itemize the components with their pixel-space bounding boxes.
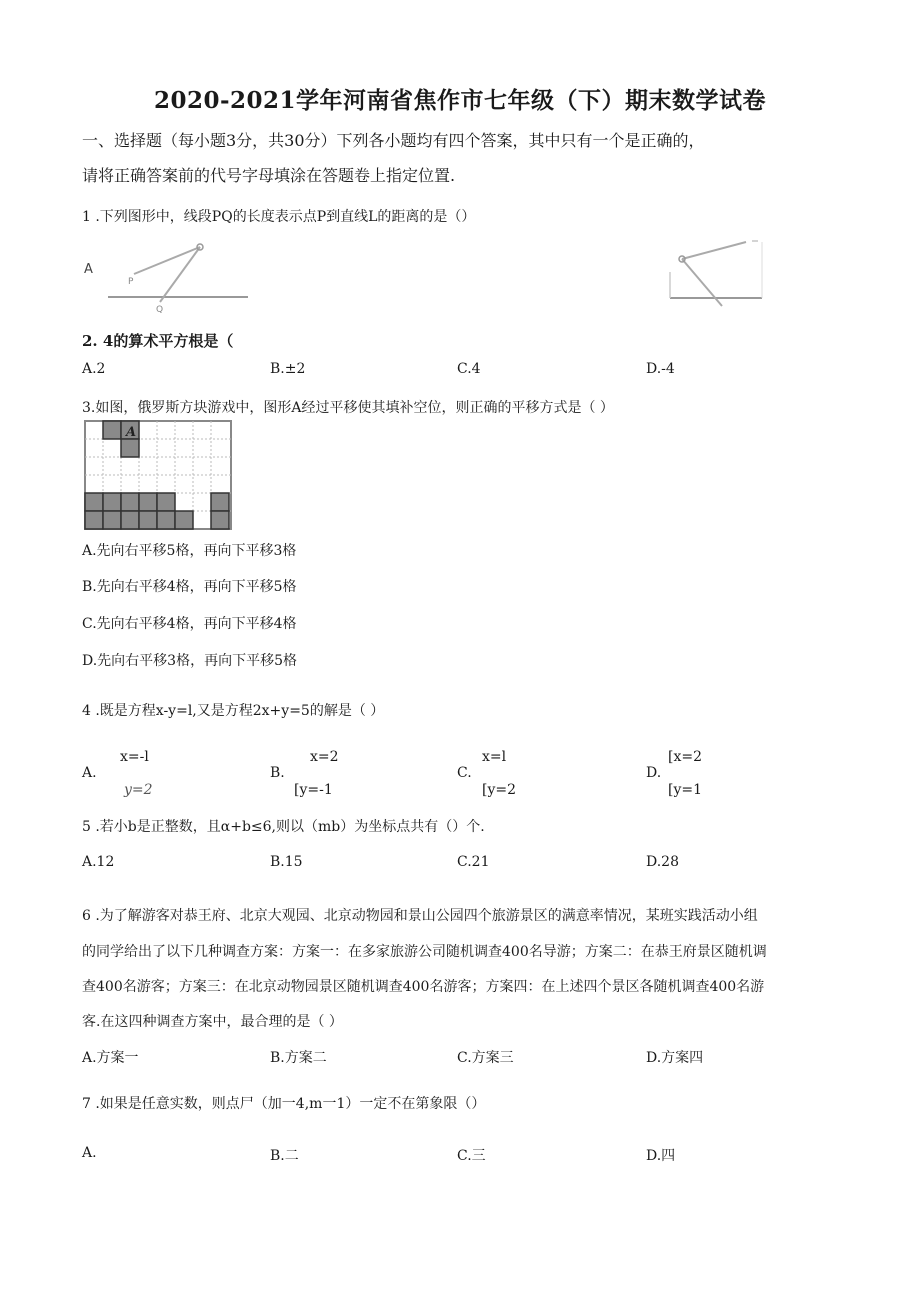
- q1-figure-d: [666, 232, 766, 314]
- q7-option-a: A.: [82, 1145, 97, 1161]
- q5-option-c: C.21: [457, 854, 490, 870]
- section-instructions-line1: 一、选择题（每小题3分，共30分）下列各小题均有四个答案，其中只有一个是正确的，: [82, 131, 705, 150]
- q1-figure-a-label: A: [84, 262, 93, 277]
- q3-option-c: C.先向右平移4格，再向下平移4格: [82, 616, 297, 632]
- question-7-stem: 7 .如果是任意实数，则点尸（加一4,m一1）一定不在第象限（）: [82, 1096, 486, 1112]
- q1-fig-a-q-label: Q: [156, 305, 164, 315]
- q7-option-b: B.二: [270, 1148, 299, 1164]
- q1-figure-a: [100, 236, 250, 316]
- q2-option-d: D.-4: [646, 361, 675, 377]
- question-3-stem: 3.如图，俄罗斯方块游戏中，图形A经过平移使其填补空位，则正确的平移方式是（ ）: [82, 400, 614, 416]
- q4-option-d-top: [x=2: [668, 749, 702, 765]
- q4-option-a-bottom: y=2: [124, 782, 153, 798]
- question-6-line4: 客.在这四种调查方案中，最合理的是（ ）: [82, 1014, 343, 1030]
- q7-option-d: D.四: [646, 1148, 676, 1164]
- q4-option-b-letter: B.: [270, 765, 285, 781]
- q6-option-b: B.方案二: [270, 1050, 327, 1066]
- question-4-stem: 4 .既是方程x-y=l,又是方程2x+y=5的解是（ ）: [82, 703, 385, 719]
- question-6-line3: 查400名游客；方案三：在北京动物园景区随机调查400名游客；方案四：在上述四个景区各随机调查400名游: [82, 979, 765, 995]
- q5-option-a: A.12: [82, 854, 115, 870]
- q1-fig-a-p-label: P: [128, 277, 134, 287]
- q3-option-d: D.先向右平移3格，再向下平移5格: [82, 653, 297, 669]
- q2-option-c: C.4: [457, 361, 481, 377]
- q3-shape-a-label: A: [126, 425, 137, 440]
- q4-option-b-top: x=2: [310, 749, 339, 765]
- question-6-line1: 6 .为了解游客对恭王府、北京大观园、北京动物园和景山公园四个旅游景区的满意率情况，某班实践活动小组: [82, 908, 758, 924]
- q3-option-a: A.先向右平移5格，再向下平移3格: [82, 543, 297, 559]
- question-1-stem: 1 .下列图形中，线段PQ的长度表示点P到直线L的距离的是（）: [82, 209, 476, 225]
- q4-option-c-top: x=l: [482, 749, 507, 765]
- q2-option-b: B.±2: [270, 361, 306, 377]
- q6-option-c: C.方案三: [457, 1050, 514, 1066]
- q3-option-b: B.先向右平移4格，再向下平移5格: [82, 579, 297, 595]
- q5-option-b: B.15: [270, 854, 303, 870]
- question-2-stem: 2. 4的算术平方根是（: [82, 332, 234, 350]
- q3-tetris-grid: [84, 420, 234, 532]
- q4-option-a-letter: A.: [82, 765, 97, 781]
- q5-option-d: D.28: [646, 854, 679, 870]
- q4-option-c-bottom: [y=2: [482, 782, 517, 798]
- q6-option-d: D.方案四: [646, 1050, 704, 1066]
- page-title: 2020-2021学年河南省焦作市七年级（下）期末数学试卷: [153, 87, 767, 114]
- q4-option-a-top: x=-l: [120, 749, 149, 765]
- question-6-line2: 的同学给出了以下几种调查方案：方案一：在多家旅游公司随机调查400名导游；方案二：在恭王府景区随机调: [82, 944, 767, 960]
- q4-option-d-bottom: [y=1: [668, 782, 703, 798]
- q4-option-c-letter: C.: [457, 765, 472, 781]
- q4-option-d-letter: D.: [646, 765, 662, 781]
- question-5-stem: 5 .若小b是正整数，且α+b≤6,则以（mb）为坐标点共有（）个.: [82, 819, 485, 835]
- q2-option-a: A.2: [82, 361, 106, 377]
- section-instructions-line2: 请将正确答案前的代号字母填涂在答题卷上指定位置.: [82, 166, 456, 185]
- q7-option-c: C.三: [457, 1148, 486, 1164]
- q6-option-a: A.方案一: [82, 1050, 139, 1066]
- q4-option-b-bottom: [y=-1: [294, 782, 333, 798]
